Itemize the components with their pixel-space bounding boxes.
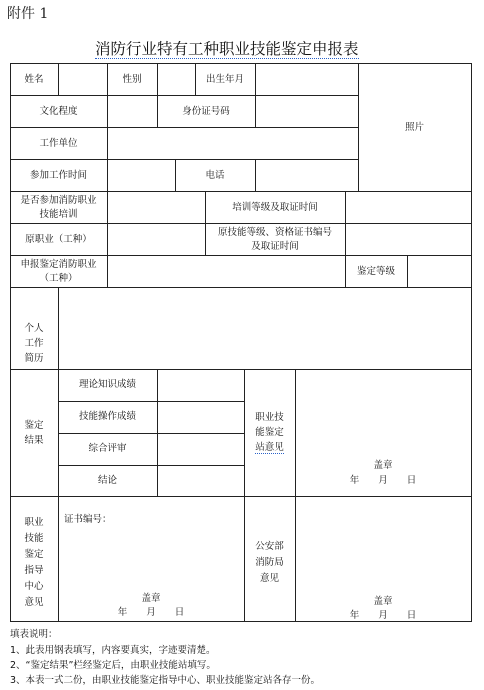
work-unit-label: 工作单位: [39, 138, 78, 149]
overall-review-field[interactable]: [159, 436, 242, 463]
station-date-label: 年 月 日: [349, 475, 417, 486]
result-label-2: 结果: [24, 435, 44, 446]
resume-label-3: 简历: [24, 353, 44, 364]
training-question-line1: 是否参加消防职业: [20, 195, 97, 206]
appraisal-level-field[interactable]: [409, 259, 469, 285]
police-opinion-field[interactable]: [297, 499, 469, 590]
skill-score-field[interactable]: [159, 404, 242, 431]
center-date-label: 年 月 日: [117, 607, 185, 618]
cert-number-field[interactable]: [122, 512, 240, 528]
orig-job-label: 原职业（工种）: [25, 234, 92, 245]
police-opinion-label-1: 公安部: [255, 541, 284, 552]
apply-job-line2: （工种）: [39, 273, 78, 284]
station-seal-label: 盖章: [373, 460, 393, 471]
orig-cert-line2: 及取证时间: [251, 241, 299, 252]
name-label: 姓名: [24, 74, 44, 85]
training-question-line2: 技能培训: [39, 209, 78, 220]
center-opinion-label-4: 指导: [24, 565, 44, 576]
theory-score-label: 理论知识成绩: [78, 379, 136, 390]
notes-heading: 填表说明：: [10, 629, 58, 640]
apply-job-field[interactable]: [109, 259, 343, 285]
police-date-label: 年 月 日: [349, 610, 417, 621]
photo-box[interactable]: [360, 66, 469, 189]
center-opinion-label-3: 鉴定: [24, 549, 44, 560]
conclusion-field[interactable]: [159, 468, 242, 494]
center-opinion-label-1: 职业: [24, 517, 44, 528]
resume-label-1: 个人: [24, 323, 44, 334]
station-opinion-label-3: 站意见: [255, 442, 284, 453]
training-level-label: 培训等级及取证时间: [232, 202, 318, 213]
station-opinion-label-2: 能鉴定: [255, 427, 284, 438]
orig-job-field[interactable]: [109, 227, 203, 253]
work-start-label: 参加工作时间: [29, 170, 87, 181]
name-field[interactable]: [60, 67, 105, 93]
police-seal-label: 盖章: [373, 596, 393, 607]
note-item-2: 2、“鉴定结果”栏经鉴定后，由职业技能站填写。: [10, 660, 216, 671]
station-opinion-label-1: 职业技: [255, 412, 284, 423]
phone-label: 电话: [205, 170, 225, 181]
overall-review-label: 综合评审: [88, 443, 127, 454]
orig-cert-line1: 原技能等级、资格证书编号: [217, 227, 332, 238]
resume-field[interactable]: [60, 290, 469, 367]
form-title: 消防行业特有工种职业技能鉴定申报表: [95, 40, 359, 58]
note-item-1: 1、此表用钢表填写，内容要真实，字迹要清楚。: [10, 645, 216, 656]
attachment-label: 附件 1: [7, 6, 49, 22]
work-unit-field[interactable]: [109, 131, 356, 157]
center-seal-label: 盖章: [141, 593, 161, 604]
photo-label: 照片: [404, 122, 424, 133]
resume-label-2: 工作: [24, 338, 44, 349]
center-opinion-field[interactable]: [60, 532, 242, 587]
id-number-field[interactable]: [257, 99, 356, 125]
id-number-label: 身份证号码: [182, 106, 230, 117]
station-opinion-field[interactable]: [297, 372, 469, 455]
cert-number-label: 证书编号：: [64, 514, 112, 525]
result-label-1: 鉴定: [24, 420, 44, 431]
work-start-field[interactable]: [109, 163, 173, 189]
training-level-field[interactable]: [347, 195, 469, 221]
police-opinion-label-3: 意见: [259, 573, 279, 584]
birth-label: 出生年月: [205, 74, 244, 85]
training-answer-field[interactable]: [109, 195, 203, 221]
apply-job-line1: 申报鉴定消防职业: [20, 259, 97, 270]
orig-cert-field[interactable]: [347, 227, 469, 253]
phone-field[interactable]: [257, 163, 356, 189]
gender-field[interactable]: [159, 67, 193, 93]
birth-field[interactable]: [257, 67, 356, 93]
note-item-3: 3、本表一式二份，由职业技能鉴定指导中心、职业技能鉴定站各存一份。: [10, 675, 321, 686]
theory-score-field[interactable]: [159, 372, 242, 399]
police-opinion-label-2: 消防局: [255, 557, 284, 568]
skill-score-label: 技能操作成绩: [78, 411, 136, 422]
education-field[interactable]: [109, 99, 155, 125]
center-opinion-label-6: 意见: [24, 597, 44, 608]
appraisal-level-label: 鉴定等级: [356, 266, 395, 277]
education-label: 文化程度: [39, 106, 78, 117]
center-opinion-label-2: 技能: [24, 533, 44, 544]
conclusion-label: 结论: [97, 475, 117, 486]
center-opinion-label-5: 中心: [24, 581, 44, 592]
gender-label: 性别: [122, 74, 142, 85]
